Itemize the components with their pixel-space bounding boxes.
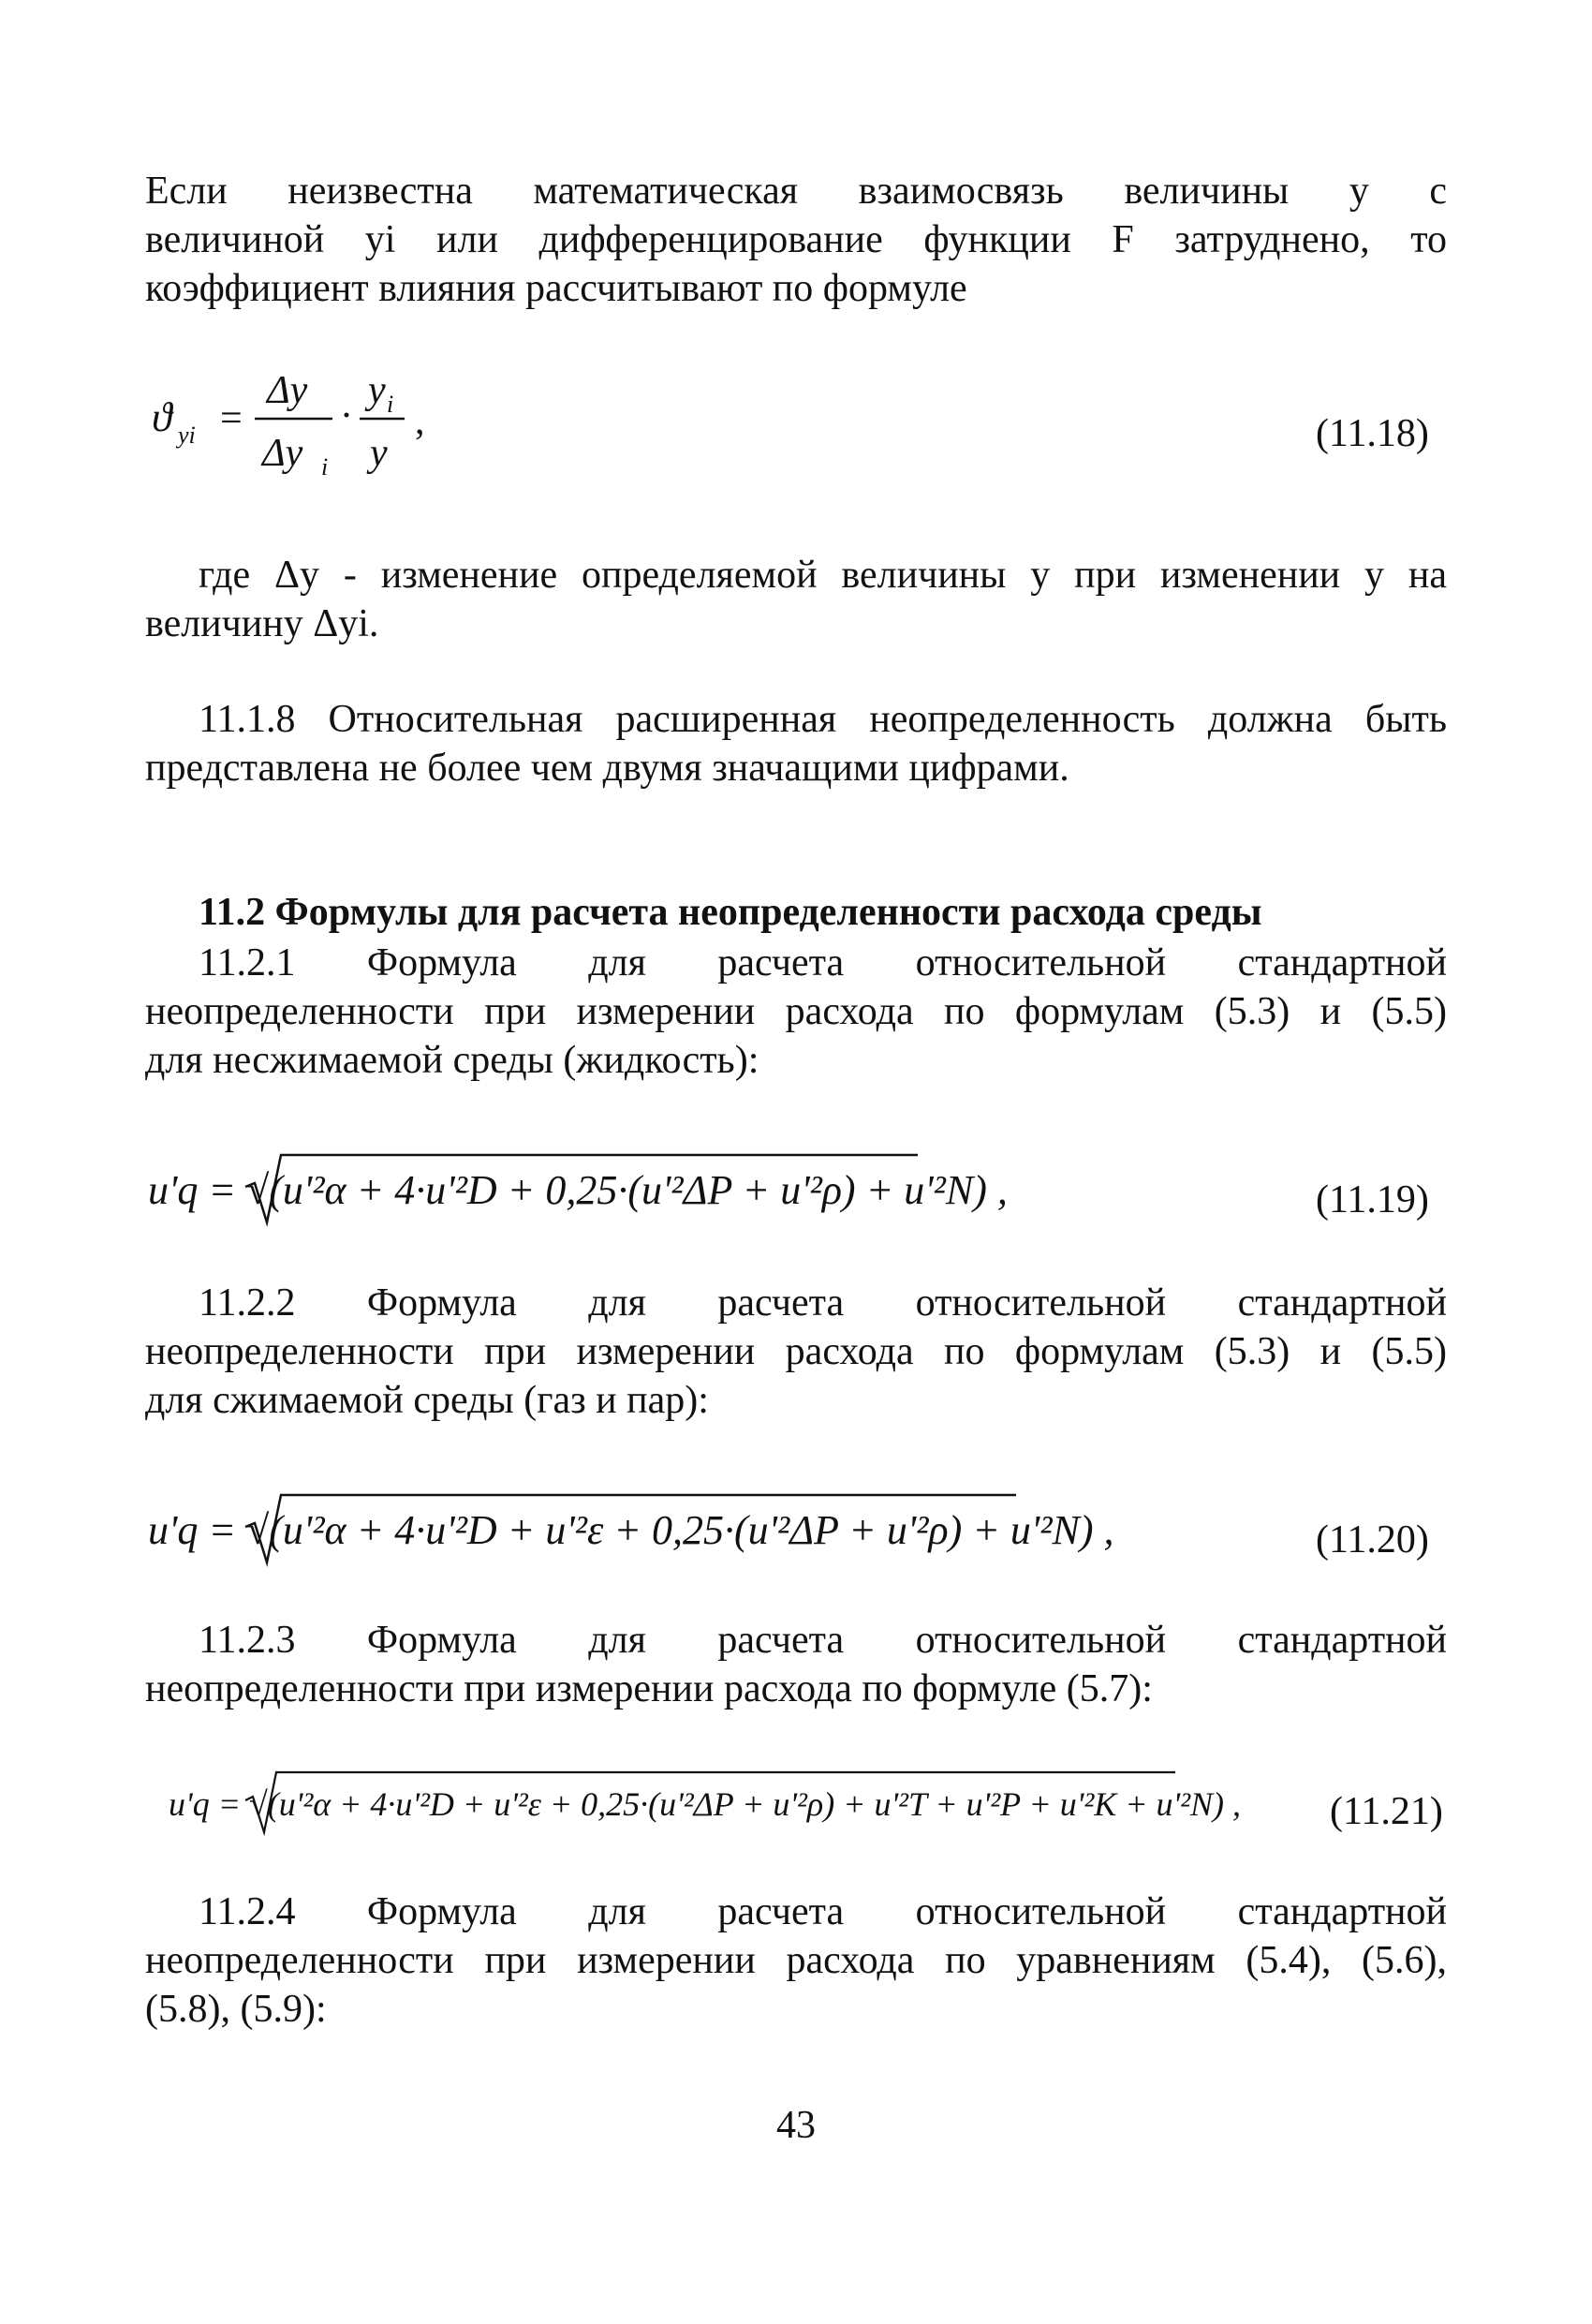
formula-lhs-theta: ϑ <box>152 394 172 440</box>
formula-den-delta-y: Δy <box>262 432 303 475</box>
formula-11-20 <box>0 1469 1592 1581</box>
text-line: 11.1.8 Относительная расширенная неопределенность должна быть <box>199 698 1447 741</box>
paragraph-influence-intro <box>145 167 1447 313</box>
formula-11-21 <box>0 1740 1592 1853</box>
text-line: неопределенности при измерении расхода по формулам (5.3) и (5.5) <box>145 990 1447 1033</box>
text-line: 11.2.1 Формула для расчета относительной стандартной <box>199 941 1447 984</box>
text-line: (5.8), (5.9): <box>145 1988 327 2031</box>
formula-11-19 <box>0 1129 1592 1241</box>
paragraph-11-2-1-cont <box>145 987 1447 1085</box>
formula-dot: · <box>340 394 353 437</box>
formula-num-delta-y: Δy <box>267 369 308 412</box>
paragraph-11-2-2-cont <box>145 1327 1447 1425</box>
paragraph-11-2-3-cont <box>145 1665 1447 1713</box>
text-line: 11.2.2 Формула для расчета относительной стандартной <box>199 1281 1447 1325</box>
paragraph-11-2-3 <box>199 1616 1447 1665</box>
text-line: 11.2.4 Формула для расчета относительной стандартной <box>199 1890 1447 1933</box>
paragraph-delta-definition <box>199 551 1447 600</box>
text-line: неопределенности при измерении расхода по формулам (5.3) и (5.5) <box>145 1330 1447 1373</box>
text-line: неопределенности при измерении расхода по формуле (5.7): <box>145 1667 1153 1710</box>
equation-number: (11.19) <box>1316 1178 1429 1221</box>
section-heading-11-2: 11.2 Формулы для расчета неопределенности расхода среды <box>199 891 1262 934</box>
text-line: 11.2.3 Формула для расчета относительной стандартной <box>199 1619 1447 1662</box>
text-line: для несжимаемой среды (жидкость): <box>145 1039 759 1082</box>
formula-expression: u'q = √(u'²α + 4·u'²D + 0,25·(u'²ΔP + u'²ρ) + u'²N) , <box>148 1167 1008 1213</box>
formula-comma: , <box>415 400 425 443</box>
text-line: представлена не более чем двумя значащими цифрами. <box>145 747 1069 790</box>
formula-num-sub: i <box>387 391 394 418</box>
equation-number: (11.21) <box>1330 1790 1443 1833</box>
paragraph-11-2-4-cont <box>145 1936 1447 2034</box>
formula-den-sub: i <box>321 453 329 481</box>
text-line: коэффициент влияния рассчитывают по формуле <box>145 267 967 310</box>
formula-11-18 <box>0 361 1592 481</box>
paragraph-11-2-2 <box>199 1279 1447 1327</box>
paragraph-11-1-8-cont <box>145 744 1447 792</box>
page-number: 43 <box>776 2104 816 2147</box>
paragraph-11-2-1 <box>199 939 1447 987</box>
text-line: где Δy - изменение определяемой величины y при изменении y на <box>199 554 1447 597</box>
paragraph-11-1-8 <box>199 695 1447 744</box>
text-line: величину Δyi. <box>145 602 379 645</box>
formula-lhs-sub: yi <box>178 422 196 449</box>
formula-expression: u'q = √(u'²α + 4·u'²D + u'²ε + 0,25·(u'²ΔP + u'²ρ) + u'²N) , <box>148 1507 1114 1553</box>
equation-number: (11.20) <box>1316 1518 1429 1562</box>
formula-expression: u'q = √(u'²α + 4·u'²D + u'²ε + 0,25·(u'²ΔP + u'²ρ) + u'²T + u'²P + u'²K + u'²N) , <box>169 1785 1242 1823</box>
text-line: для сжимаемой среды (газ и пар): <box>145 1379 709 1422</box>
text-line: величиной yi или дифференцирование функции F затруднено, то <box>145 218 1447 261</box>
formula-den-y: y <box>370 432 388 475</box>
formula-equals: = <box>220 397 243 440</box>
formula-num-y: y <box>368 369 386 412</box>
text-line: неопределенности при измерении расхода по уравнениям (5.4), (5.6), <box>145 1939 1447 1982</box>
text-line: Если неизвестна математическая взаимосвязь величины y с <box>145 170 1447 213</box>
equation-number: (11.18) <box>1316 412 1429 455</box>
paragraph-11-2-4 <box>199 1887 1447 1936</box>
paragraph-delta-definition-cont <box>145 600 1447 648</box>
